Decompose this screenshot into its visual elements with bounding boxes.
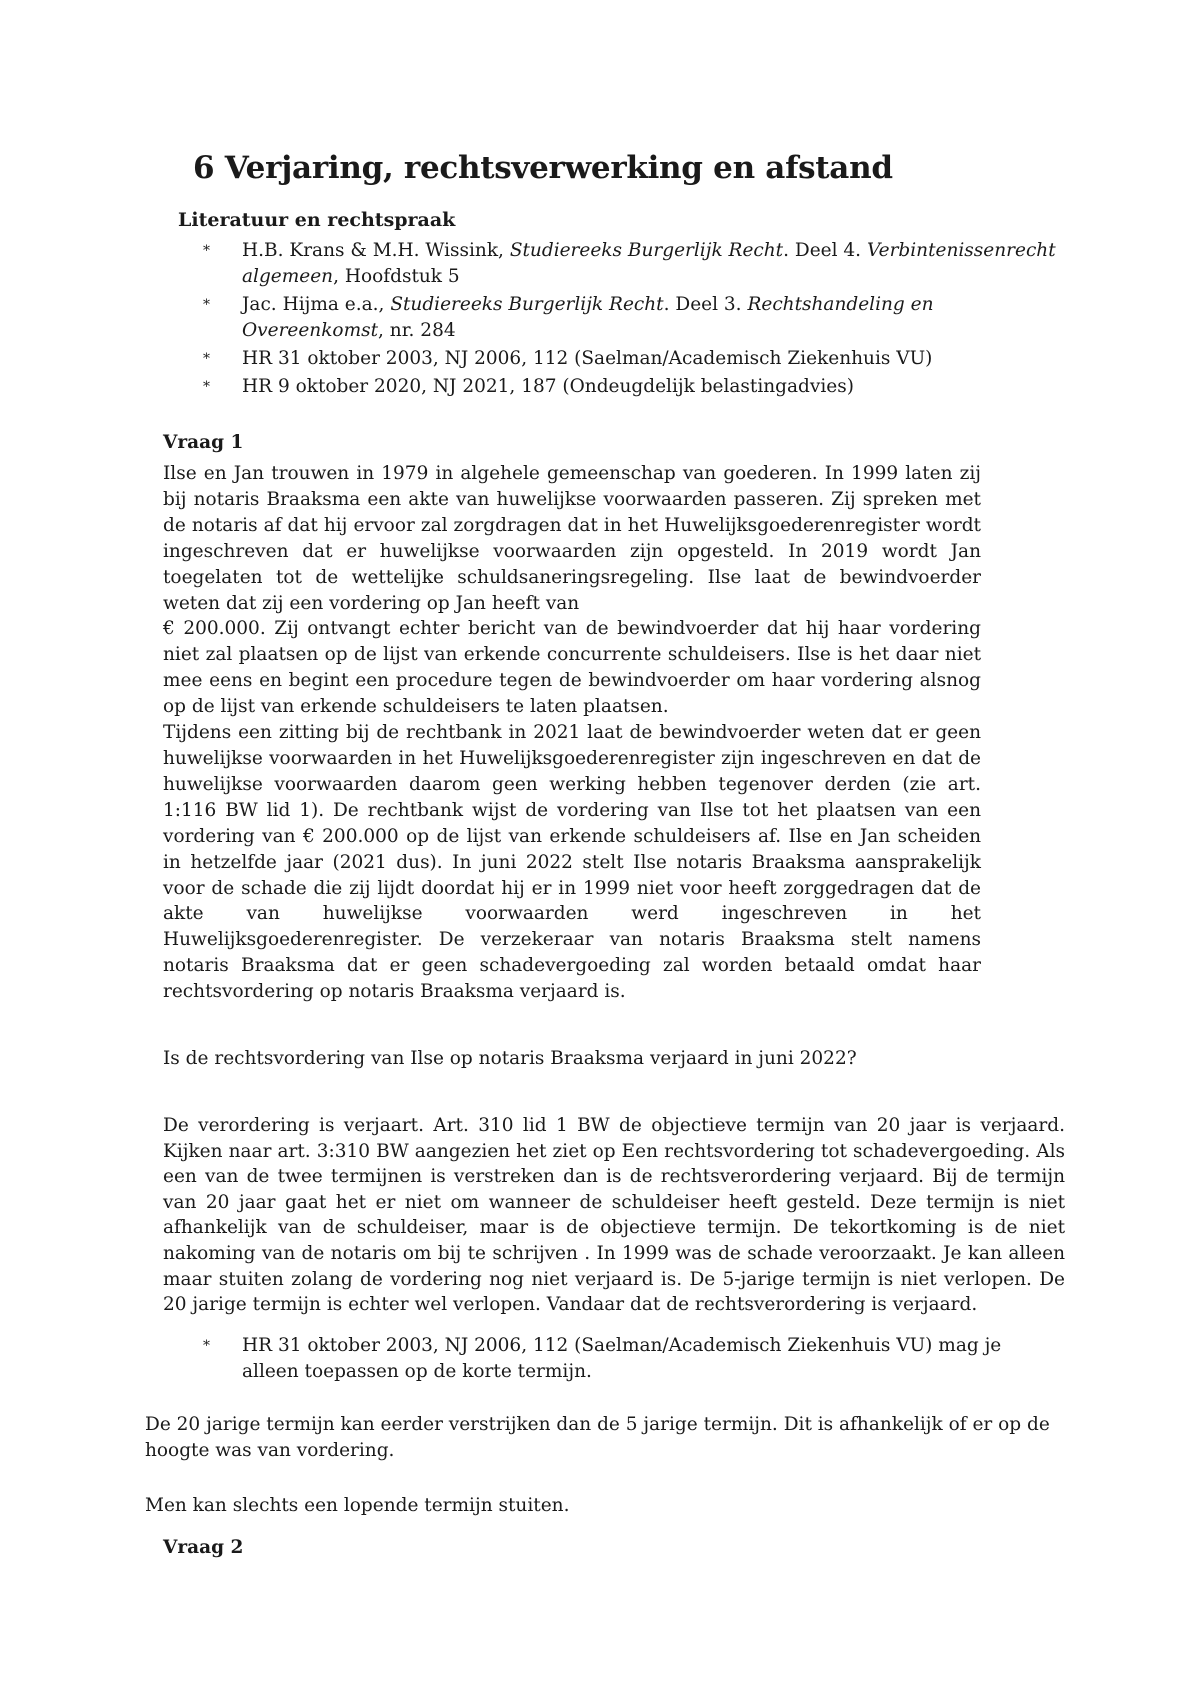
literature-list (200, 238, 1060, 402)
question-1-label: Vraag 1 (163, 432, 244, 453)
case-text (163, 461, 981, 1005)
case-paragraph: Ilse en Jan trouwen in 1979 in algehele gemeenschap van goederen. In 1999 laten zij bij notaris Braaksma een akte van huwelijkse voorwaarden passeren. Zij spreken met de notaris af dat hij ervoor zal zorgdragen dat in het Huwelijksgoederenregister wordt ingeschreven dat er huwelijkse voorwaarden zijn opgesteld. In 2019 wordt Jan toegelaten tot de wettelijke schuldsaneringsregeling. Ilse laat de bewindvoerder weten dat zij een vordering op Jan heeft van (163, 463, 981, 614)
chapter-heading: 6 Verjaring, rechtsverwerking en afstand (193, 150, 893, 186)
case-paragraph: € 200.000. Zij ontvangt echter bericht van de bewindvoerder dat hij haar vordering niet zal plaatsen op de lijst van erkende concurrente schuldeisers. Ilse is het daar niet mee eens en begint een procedure tegen de bewindvoerder om haar vordering alsnog op de lijst van erkende schuldeisers te laten plaatsen. (163, 618, 981, 718)
literature-item: * Jac. Hijma e.a., Studiereeks Burgerlijk Recht. Deel 3. Rechtshandeling en Overeenkomst, nr. 284 (200, 292, 1060, 344)
literature-item: * H.B. Krans & M.H. Wissink, Studiereeks Burgerlijk Recht. Deel 4. Verbintenissenrecht algemeen, Hoofdstuk 5 (200, 238, 1060, 290)
note-text: Men kan slechts een lopende termijn stuiten. (145, 1495, 570, 1516)
case-paragraph: Tijdens een zitting bij de rechtbank in 2021 laat de bewindvoerder weten dat er geen huwelijkse voorwaarden in het Huwelijksgoederenregister zijn ingeschreven en dat de huwelijkse voorwaarden daarom geen werking hebben tegenover derden (zie art. 1:116 BW lid 1). De rechtbank wijst de vordering van Ilse tot het plaatsen van een vordering van € 200.000 op de lijst van erkende schuldeisers af. Ilse en Jan scheiden in hetzelfde jaar (2021 dus). In juni 2022 stelt Ilse notaris Braaksma aansprakelijk voor de schade die zij lijdt doordat hij er in 1999 niet voor heeft zorggedragen dat de akte van huwelijkse voorwaarden werd ingeschreven in het Huwelijksgoederenregister. De verzekeraar van notaris Braaksma stelt namens notaris Braaksma dat er geen schadevergoeding zal worden betaald omdat haar rechtsvordering op notaris Braaksma verjaard is. (163, 722, 981, 1003)
answer-text: De verordering is verjaart. Art. 310 lid 1 BW de objectieve termijn van 20 jaar is verjaard. Kijken naar art. 3:310 BW aangezien het ziet op Een rechtsvordering tot schadevergoeding. Als een van de twee termijnen is verstreken dan is de rechtsverordering verjaard. Bij de termijn van 20 jaar gaat het er niet om wanneer de schuldeiser heeft gesteld. Deze termijn is niet afhankelijk van de schuldeiser, maar is de objectieve termijn. De tekortkoming is de niet nakoming van de notaris om bij te schrijven . In 1999 was de schade veroorzaakt. Je kan alleen maar stuiten zolang de vordering nog niet verjaard is. De 5-jarige termijn is niet verlopen. De 20 jarige termijn is echter wel verlopen. Vandaar dat de rechtsverordering is verjaard. (163, 1115, 1065, 1316)
literature-heading: Literatuur en rechtspraak (178, 209, 456, 231)
literature-item: * HR 9 oktober 2020, NJ 2021, 187 (Ondeugdelijk belastingadvies) (200, 374, 1060, 400)
note-text: De 20 jarige termijn kan eerder verstrijken dan de 5 jarige termijn. Dit is afhankelijk of er op de hoogte was van vordering. (145, 1414, 1050, 1461)
question-text: Is de rechtsvordering van Ilse op notaris Braaksma verjaard in juni 2022? (163, 1048, 857, 1069)
answer-reference-list (200, 1333, 1060, 1385)
question-2-label: Vraag 2 (163, 1537, 244, 1558)
literature-item: * HR 31 oktober 2003, NJ 2006, 112 (Saelman/Academisch Ziekenhuis VU) (200, 346, 1060, 372)
answer-reference-item: * HR 31 oktober 2003, NJ 2006, 112 (Saelman/Academisch Ziekenhuis VU) mag je alleen toepassen op de korte termijn. (200, 1333, 1060, 1385)
